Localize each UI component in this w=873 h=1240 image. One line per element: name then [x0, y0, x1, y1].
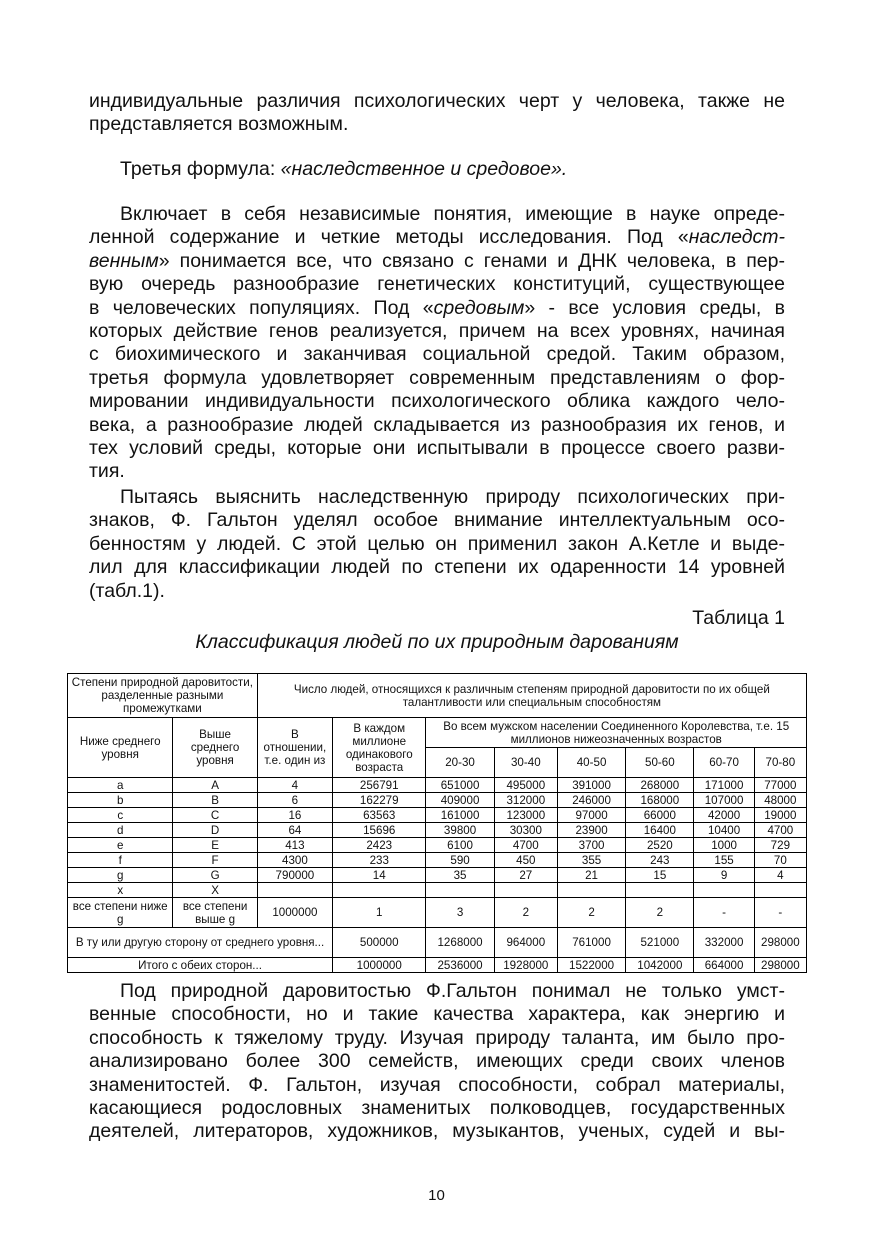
- table-cell: 168000: [626, 793, 694, 808]
- table-row: [68, 898, 807, 928]
- text-line: (табл.1).: [89, 579, 165, 602]
- age-header: 60-70: [694, 748, 754, 778]
- table-cell: 15696: [333, 823, 426, 838]
- text-span: » понимается все, что связано с генами и ДНК человека, в пер-: [158, 249, 785, 272]
- table-cell: 1522000: [557, 958, 625, 973]
- table-cell: 409000: [426, 793, 494, 808]
- text-line: способность к тяжелому труду. Изучая природу таланта, им было про-: [89, 1026, 785, 1049]
- text-span: » - все условия среды, в: [524, 296, 785, 319]
- text-line: третья формула удовлетворяет современным представлениям о фор-: [89, 366, 785, 389]
- table-cell: [257, 883, 332, 898]
- table-row: [68, 838, 807, 853]
- text-line: Под природной даровитостью Ф.Гальтон понимал не только умст-: [120, 980, 785, 1002]
- italic-term: средовым: [433, 296, 525, 319]
- table-cell: 16: [257, 808, 332, 823]
- table-cell: 391000: [557, 778, 625, 793]
- table-cell: 312000: [494, 793, 557, 808]
- table-cell: 3700: [557, 838, 625, 853]
- text-line: с биохимического и заканчивая социальной средой. Таким образом,: [89, 343, 785, 366]
- text-line: [89, 250, 785, 273]
- text-line: индивидуальные различия психологических черт у человека, также не: [89, 90, 785, 112]
- table-cell: 964000: [494, 928, 557, 958]
- table-cell: 1928000: [494, 958, 557, 973]
- text-span: в человеческих популяциях. Под «: [89, 296, 434, 319]
- text-line: века, а разнообразие людей складывается из разнообразия их генов, и: [89, 413, 785, 436]
- table-cell: 4: [754, 868, 806, 883]
- table-cell: [426, 883, 494, 898]
- table-row: [68, 823, 807, 838]
- table-cell: 3: [426, 898, 494, 928]
- table-row: [68, 808, 807, 823]
- either-side-row: [68, 928, 807, 958]
- table-cell: 246000: [557, 793, 625, 808]
- text-line: анализировано более 300 семейств, имеющих среди своих членов: [89, 1050, 785, 1073]
- table-cell: 790000: [257, 868, 332, 883]
- text-line: венные способности, но и такие качества характера, как энергию и: [89, 1003, 785, 1026]
- table-cell: 2520: [626, 838, 694, 853]
- table-cell: 4: [257, 778, 332, 793]
- table-row: [68, 793, 807, 808]
- table-cell: 729: [754, 838, 806, 853]
- table-cell: [557, 883, 625, 898]
- table-cell: 23900: [557, 823, 625, 838]
- text-line: представляется возможным.: [89, 113, 349, 136]
- text-line: знаменитостей. Ф. Гальтон, изучая способности, собрал материалы,: [89, 1073, 785, 1096]
- page-number: 10: [428, 1187, 445, 1204]
- total-row: [68, 958, 807, 973]
- table-cell: 4300: [257, 853, 332, 868]
- table-cell: [754, 883, 806, 898]
- table-cell: 63563: [333, 808, 426, 823]
- table-body: [68, 778, 807, 928]
- paragraph-4: [89, 486, 785, 603]
- table-cell: 19000: [754, 808, 806, 823]
- table-cell: 9: [694, 868, 754, 883]
- table-row: [68, 868, 807, 883]
- table-cell: 243: [626, 853, 694, 868]
- table-row: [68, 778, 807, 793]
- total-label: Итого с обеих сторон...: [68, 958, 333, 973]
- paragraph-5: [89, 980, 785, 1144]
- table-cell: 155: [694, 853, 754, 868]
- paragraph-2: [89, 158, 785, 181]
- table-cell: -: [754, 898, 806, 928]
- table-cell: 332000: [694, 928, 754, 958]
- header-below: Ниже среднего уровня: [68, 718, 173, 778]
- table-cell: 590: [426, 853, 494, 868]
- text-line: которых действие генов реализуется, причем на всех уровнях, начиная: [89, 320, 785, 343]
- table-cell: a: [68, 778, 173, 793]
- table-cell: 2: [557, 898, 625, 928]
- table-cell: все степени ниже g: [68, 898, 173, 928]
- table-cell: E: [173, 838, 257, 853]
- text-line: Пытаясь выяснить наследственную природу психологических при-: [120, 486, 785, 508]
- table-cell: все степени выше g: [173, 898, 257, 928]
- table-cell: [626, 883, 694, 898]
- table-cell: 39800: [426, 823, 494, 838]
- table-cell: [694, 883, 754, 898]
- table-cell: [494, 883, 557, 898]
- table-cell: 1268000: [426, 928, 494, 958]
- table-cell: 30300: [494, 823, 557, 838]
- either-side-label: В ту или другую сторону от среднего уровня...: [68, 928, 333, 958]
- text-line: мировании индивидуальности психологического облика каждого чело-: [89, 390, 785, 413]
- text-line: [89, 226, 785, 249]
- text-line: знаков, Ф. Гальтон уделял особое внимание интеллектуальным осо-: [89, 509, 785, 532]
- table-cell: 4700: [494, 838, 557, 853]
- text-line: Включает в себя независимые понятия, имеющие в науке опреде-: [120, 203, 785, 225]
- header-million: В каждом миллионе одинакового возраста: [333, 718, 426, 778]
- header-degrees: Степени природной даровитости, разделенные разными промежутками: [68, 674, 258, 718]
- table-cell: 10400: [694, 823, 754, 838]
- table-cell: X: [173, 883, 257, 898]
- table-cell: 233: [333, 853, 426, 868]
- table-cell: 27: [494, 868, 557, 883]
- table-cell: 495000: [494, 778, 557, 793]
- classification-table: [67, 673, 807, 973]
- formula-italic: «наследственное и средовое».: [280, 158, 568, 180]
- table-cell: G: [173, 868, 257, 883]
- header-number: Число людей, относящихся к различным степеням природной даровитости по их общей талантливости или специальным способностям: [257, 674, 806, 718]
- table-cell: 21: [557, 868, 625, 883]
- table-cell: 2423: [333, 838, 426, 853]
- table-cell: 123000: [494, 808, 557, 823]
- table-cell: g: [68, 868, 173, 883]
- table-cell: x: [68, 883, 173, 898]
- text-line: вую очередь разнообразие генетических конституций, существующее: [89, 273, 785, 296]
- table-cell: 1000: [694, 838, 754, 853]
- table-cell: 651000: [426, 778, 494, 793]
- table-cell: D: [173, 823, 257, 838]
- table-cell: 2: [494, 898, 557, 928]
- table-cell: 664000: [694, 958, 754, 973]
- table-cell: 64: [257, 823, 332, 838]
- formula-lead: Третья формула:: [120, 158, 281, 180]
- text-line: деятелей, литераторов, художников, музыкантов, ученых, судей и вы-: [89, 1120, 785, 1143]
- text-line: [89, 297, 785, 320]
- table-cell: 42000: [694, 808, 754, 823]
- table-cell: 16400: [626, 823, 694, 838]
- table-cell: 97000: [557, 808, 625, 823]
- table-cell: 1000000: [257, 898, 332, 928]
- text-span: ленной содержание и четкие методы исследования. Под «: [89, 226, 689, 249]
- table-cell: 171000: [694, 778, 754, 793]
- table-cell: 450: [494, 853, 557, 868]
- italic-term: наследст-: [688, 226, 785, 249]
- text-line: тех условий среды, которые они испытывали в процессе своего разви-: [89, 437, 785, 460]
- table-cell: d: [68, 823, 173, 838]
- age-header: 30-40: [494, 748, 557, 778]
- header-ratio: В отношении, т.е. один из: [257, 718, 332, 778]
- text-line: бенностям у людей. С этой целью он применил закон А.Кетле и выде-: [89, 532, 785, 555]
- table-row: [68, 883, 807, 898]
- table-cell: 6100: [426, 838, 494, 853]
- table-cell: 298000: [754, 928, 806, 958]
- age-header: 40-50: [557, 748, 625, 778]
- table-cell: 70: [754, 853, 806, 868]
- table-cell: 14: [333, 868, 426, 883]
- table-cell: 500000: [333, 928, 426, 958]
- table-cell: B: [173, 793, 257, 808]
- table-cell: A: [173, 778, 257, 793]
- table-row: [68, 853, 807, 868]
- table-cell: 1000000: [333, 958, 426, 973]
- table-cell: 162279: [333, 793, 426, 808]
- table-cell: [333, 883, 426, 898]
- paragraph-1: [89, 90, 785, 137]
- table-cell: 761000: [557, 928, 625, 958]
- text-line: тия.: [89, 460, 125, 483]
- table-cell: 413: [257, 838, 332, 853]
- table-cell: 107000: [694, 793, 754, 808]
- table-caption: Таблица 1: [692, 607, 785, 629]
- table-cell: 48000: [754, 793, 806, 808]
- table-title: Классификация людей по их природным дарованиям: [195, 631, 679, 653]
- table-cell: C: [173, 808, 257, 823]
- table-cell: 1: [333, 898, 426, 928]
- header-uk-population: Во всем мужском населении Соединенного Королевства, т.е. 15 миллионов нижеозначенных возрастов: [426, 718, 807, 748]
- table-cell: 2536000: [426, 958, 494, 973]
- table-cell: 521000: [626, 928, 694, 958]
- table-cell: c: [68, 808, 173, 823]
- table-cell: e: [68, 838, 173, 853]
- table-cell: 15: [626, 868, 694, 883]
- table-cell: 1042000: [626, 958, 694, 973]
- table-cell: F: [173, 853, 257, 868]
- age-header: 70-80: [754, 748, 806, 778]
- table-cell: b: [68, 793, 173, 808]
- table-cell: 268000: [626, 778, 694, 793]
- table-cell: 256791: [333, 778, 426, 793]
- table-cell: -: [694, 898, 754, 928]
- table-cell: 161000: [426, 808, 494, 823]
- table-cell: 298000: [754, 958, 806, 973]
- text-line: касающиеся родословных знаменитых полководцев, государственных: [89, 1097, 785, 1120]
- table-cell: 6: [257, 793, 332, 808]
- table-cell: 66000: [626, 808, 694, 823]
- table-cell: 35: [426, 868, 494, 883]
- age-header: 50-60: [626, 748, 694, 778]
- table-cell: 2: [626, 898, 694, 928]
- paragraph-3: [89, 203, 785, 484]
- age-header: 20-30: [426, 748, 494, 778]
- header-above: Выше среднего уровня: [173, 718, 257, 778]
- table-cell: f: [68, 853, 173, 868]
- table-cell: 355: [557, 853, 625, 868]
- italic-term: венным: [89, 249, 159, 272]
- table-cell: 4700: [754, 823, 806, 838]
- table-cell: 77000: [754, 778, 806, 793]
- text-line: лил для классификации людей по степени их одаренности 14 уровней: [89, 556, 785, 579]
